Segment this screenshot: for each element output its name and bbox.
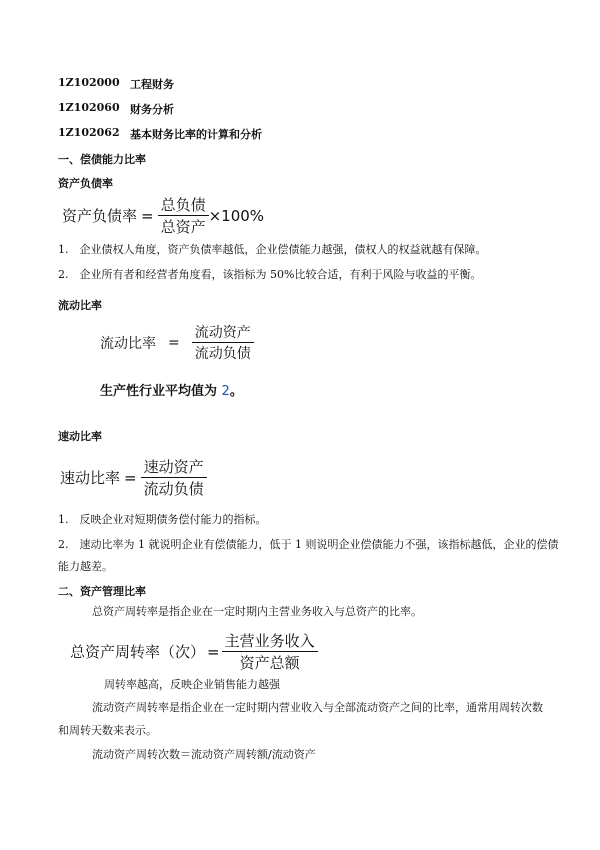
debt-ratio-title: 资产负债率 <box>58 177 113 190</box>
quick-point-2-cont: 能力越差。 <box>58 560 113 573</box>
header-title-1: 工程财务 <box>130 78 174 91</box>
formula-denominator: 流动负债 <box>143 480 204 498</box>
quick-ratio-formula <box>60 456 207 499</box>
quick-point-1: 1. 反映企业对短期债务偿付能力的指标。 <box>58 513 267 526</box>
formula-lhs: 流动比率 <box>100 335 156 352</box>
note-value: 2 <box>221 384 230 399</box>
debt-point-1: 1. 企业债权人角度，资产负债率越低，企业偿债能力越强，债权人的权益就越有保障。 <box>58 243 487 256</box>
debt-ratio-formula <box>62 194 264 237</box>
formula-numerator: 总负债 <box>160 196 206 214</box>
section2-intro: 总资产周转率是指企业在一定时期内主营业务收入与总资产的比率。 <box>92 605 422 618</box>
current-ratio-note <box>100 380 243 399</box>
section2-title: 二、资产管理比率 <box>58 585 146 598</box>
formula-numerator: 速动资产 <box>143 458 204 476</box>
formula-denominator: 总资产 <box>160 218 206 236</box>
note-suffix: 。 <box>229 384 243 399</box>
header-code-3: 1Z102062 <box>58 126 120 139</box>
current-ratio-formula <box>100 322 254 363</box>
quick-ratio-title: 速动比率 <box>58 430 102 443</box>
formula-lhs: 总资产周转率（次） <box>70 643 206 661</box>
section1-title: 一、偿债能力比率 <box>58 153 146 166</box>
quick-point-2: 2. 速动比率为 1 就说明企业有偿债能力，低于 1 则说明企业偿债能力不强，该指标越低，企业的偿债 <box>58 538 559 551</box>
header-code-1: 1Z102000 <box>58 76 120 89</box>
current-asset-turnover-formula: 流动资产周转次数＝流动资产周转额/流动资产 <box>92 748 316 761</box>
formula-lhs: 速动比率 <box>60 469 121 487</box>
formula-denominator: 流动负债 <box>194 346 251 362</box>
formula-equals: = <box>141 206 154 225</box>
formula-equals: = <box>124 468 137 487</box>
asset-turnover-formula <box>70 630 318 673</box>
debt-point-2: 2. 企业所有者和经营者角度看，该指标为 50%比较合适，有利于风险与收益的平衡。 <box>58 268 482 281</box>
note-prefix: 生产性行业平均值为 <box>100 384 218 399</box>
header-title-3: 基本财务比率的计算和分析 <box>130 128 262 141</box>
turnover-note: 周转率越高，反映企业销售能力越强 <box>104 678 280 691</box>
formula-numerator: 流动资产 <box>194 325 251 341</box>
header-title-2: 财务分析 <box>130 103 174 116</box>
header-code-2: 1Z102060 <box>58 101 120 114</box>
formula-equals: = <box>168 334 180 351</box>
formula-denominator: 资产总额 <box>239 654 300 672</box>
formula-numerator: 主营业务收入 <box>224 632 315 650</box>
current-ratio-title: 流动比率 <box>58 299 102 312</box>
formula-suffix: ×100% <box>208 206 265 225</box>
formula-equals: = <box>207 642 220 661</box>
current-asset-turnover-para-cont: 和周转天数来表示。 <box>58 724 157 737</box>
formula-lhs: 资产负债率 <box>62 207 138 225</box>
current-asset-turnover-para: 流动资产周转率是指企业在一定时期内营业收入与全部流动资产之间的比率，通常用周转次数 <box>92 701 543 714</box>
